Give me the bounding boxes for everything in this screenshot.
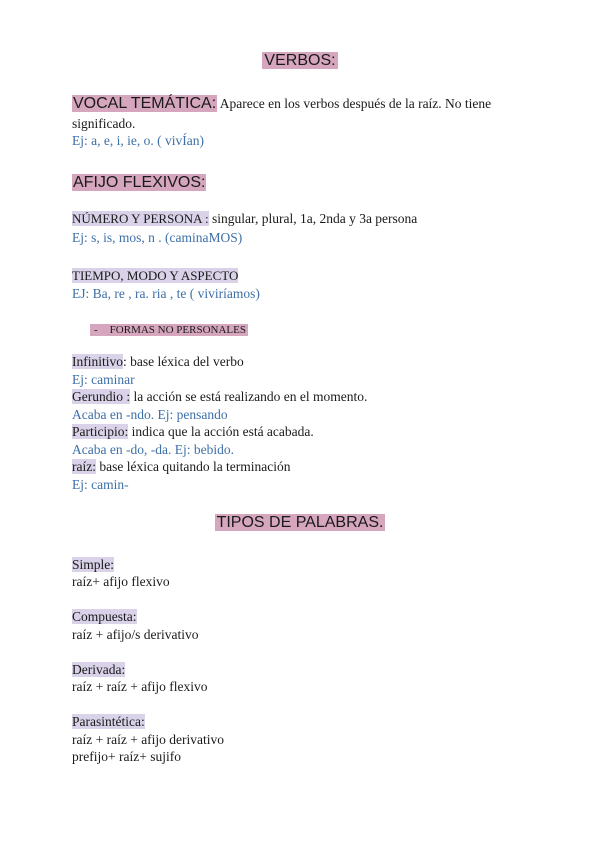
numero-row: [72, 210, 417, 228]
vocal-example: Ej: a, e, i, ie, o. ( vivÍan): [72, 133, 204, 148]
participio-example: Acaba en -do, -da. Ej: bebido.: [72, 442, 234, 457]
formas-row: [90, 320, 248, 338]
raiz-row: [72, 458, 291, 475]
gerundio-text: la acción se está realizando en el momento.: [130, 389, 368, 404]
parasintetica-text-2: prefijo+ raíz+ sujifo: [72, 749, 181, 764]
raiz-example: Ej: camin-: [72, 477, 129, 492]
afijo-heading: AFIJO FLEXIVOS:: [73, 174, 206, 191]
parasintetica-label: Parasintética:: [72, 714, 145, 729]
vocal-text-line2: significado.: [72, 116, 136, 131]
numero-text: singular, plural, 1a, 2nda y 3a persona: [208, 211, 418, 226]
infinitivo-row: [72, 353, 244, 370]
infinitivo-label: Infinitivo: [72, 354, 123, 369]
derivada-row: [72, 661, 125, 678]
compuesta-row: [72, 608, 137, 625]
tipos-row: [0, 513, 600, 532]
gerundio-row: [72, 388, 367, 405]
participio-text: indica que la acción está acabada.: [128, 424, 314, 439]
participio-row: [72, 423, 314, 440]
simple-row: [72, 556, 114, 573]
compuesta-label: Compuesta:: [72, 609, 137, 624]
tipos-heading: TIPOS DE PALABRAS.: [216, 514, 384, 531]
parasintetica-text-1: raíz + raíz + afijo derivativo: [72, 732, 225, 747]
formas-bullet: -: [90, 324, 102, 336]
raiz-text: base léxica quitando la terminación: [95, 459, 291, 474]
raiz-label: raíz:: [72, 459, 96, 474]
afijo-row: [72, 173, 206, 192]
participio-label: Participio:: [72, 424, 129, 439]
tiempo-example: EJ: Ba, re , ra. ria , te ( viviríamos): [72, 286, 260, 301]
numero-example: Ej: s, is, mos, n . (caminaMOS): [72, 230, 243, 245]
gerundio-example: Acaba en -ndo. Ej: pensando: [72, 407, 228, 422]
tiempo-label: TIEMPO, MODO Y ASPECTO: [72, 268, 239, 283]
vocal-text: Aparece en los verbos después de la raíz. No tiene: [217, 96, 492, 111]
infinitivo-text: : base léxica del verbo: [123, 354, 244, 369]
parasintetica-row: [72, 713, 145, 730]
numero-label: NÚMERO Y PERSONA :: [72, 211, 209, 226]
simple-text: raíz+ afijo flexivo: [72, 574, 170, 589]
infinitivo-example: Ej: caminar: [72, 372, 135, 387]
vocal-row: [72, 94, 491, 113]
title-row: [0, 51, 600, 70]
tiempo-row: [72, 267, 238, 285]
formas-label: FORMAS NO PERSONALES: [102, 324, 248, 336]
compuesta-text: raíz + afijo/s derivativo: [72, 627, 199, 642]
derivada-label: Derivada:: [72, 662, 126, 677]
derivada-text: raíz + raíz + afijo flexivo: [72, 679, 208, 694]
gerundio-label: Gerundio :: [72, 389, 131, 404]
vocal-heading: VOCAL TEMÁTICA:: [73, 95, 217, 112]
simple-label: Simple:: [72, 557, 115, 572]
page-title: VERBOS:: [264, 52, 336, 69]
